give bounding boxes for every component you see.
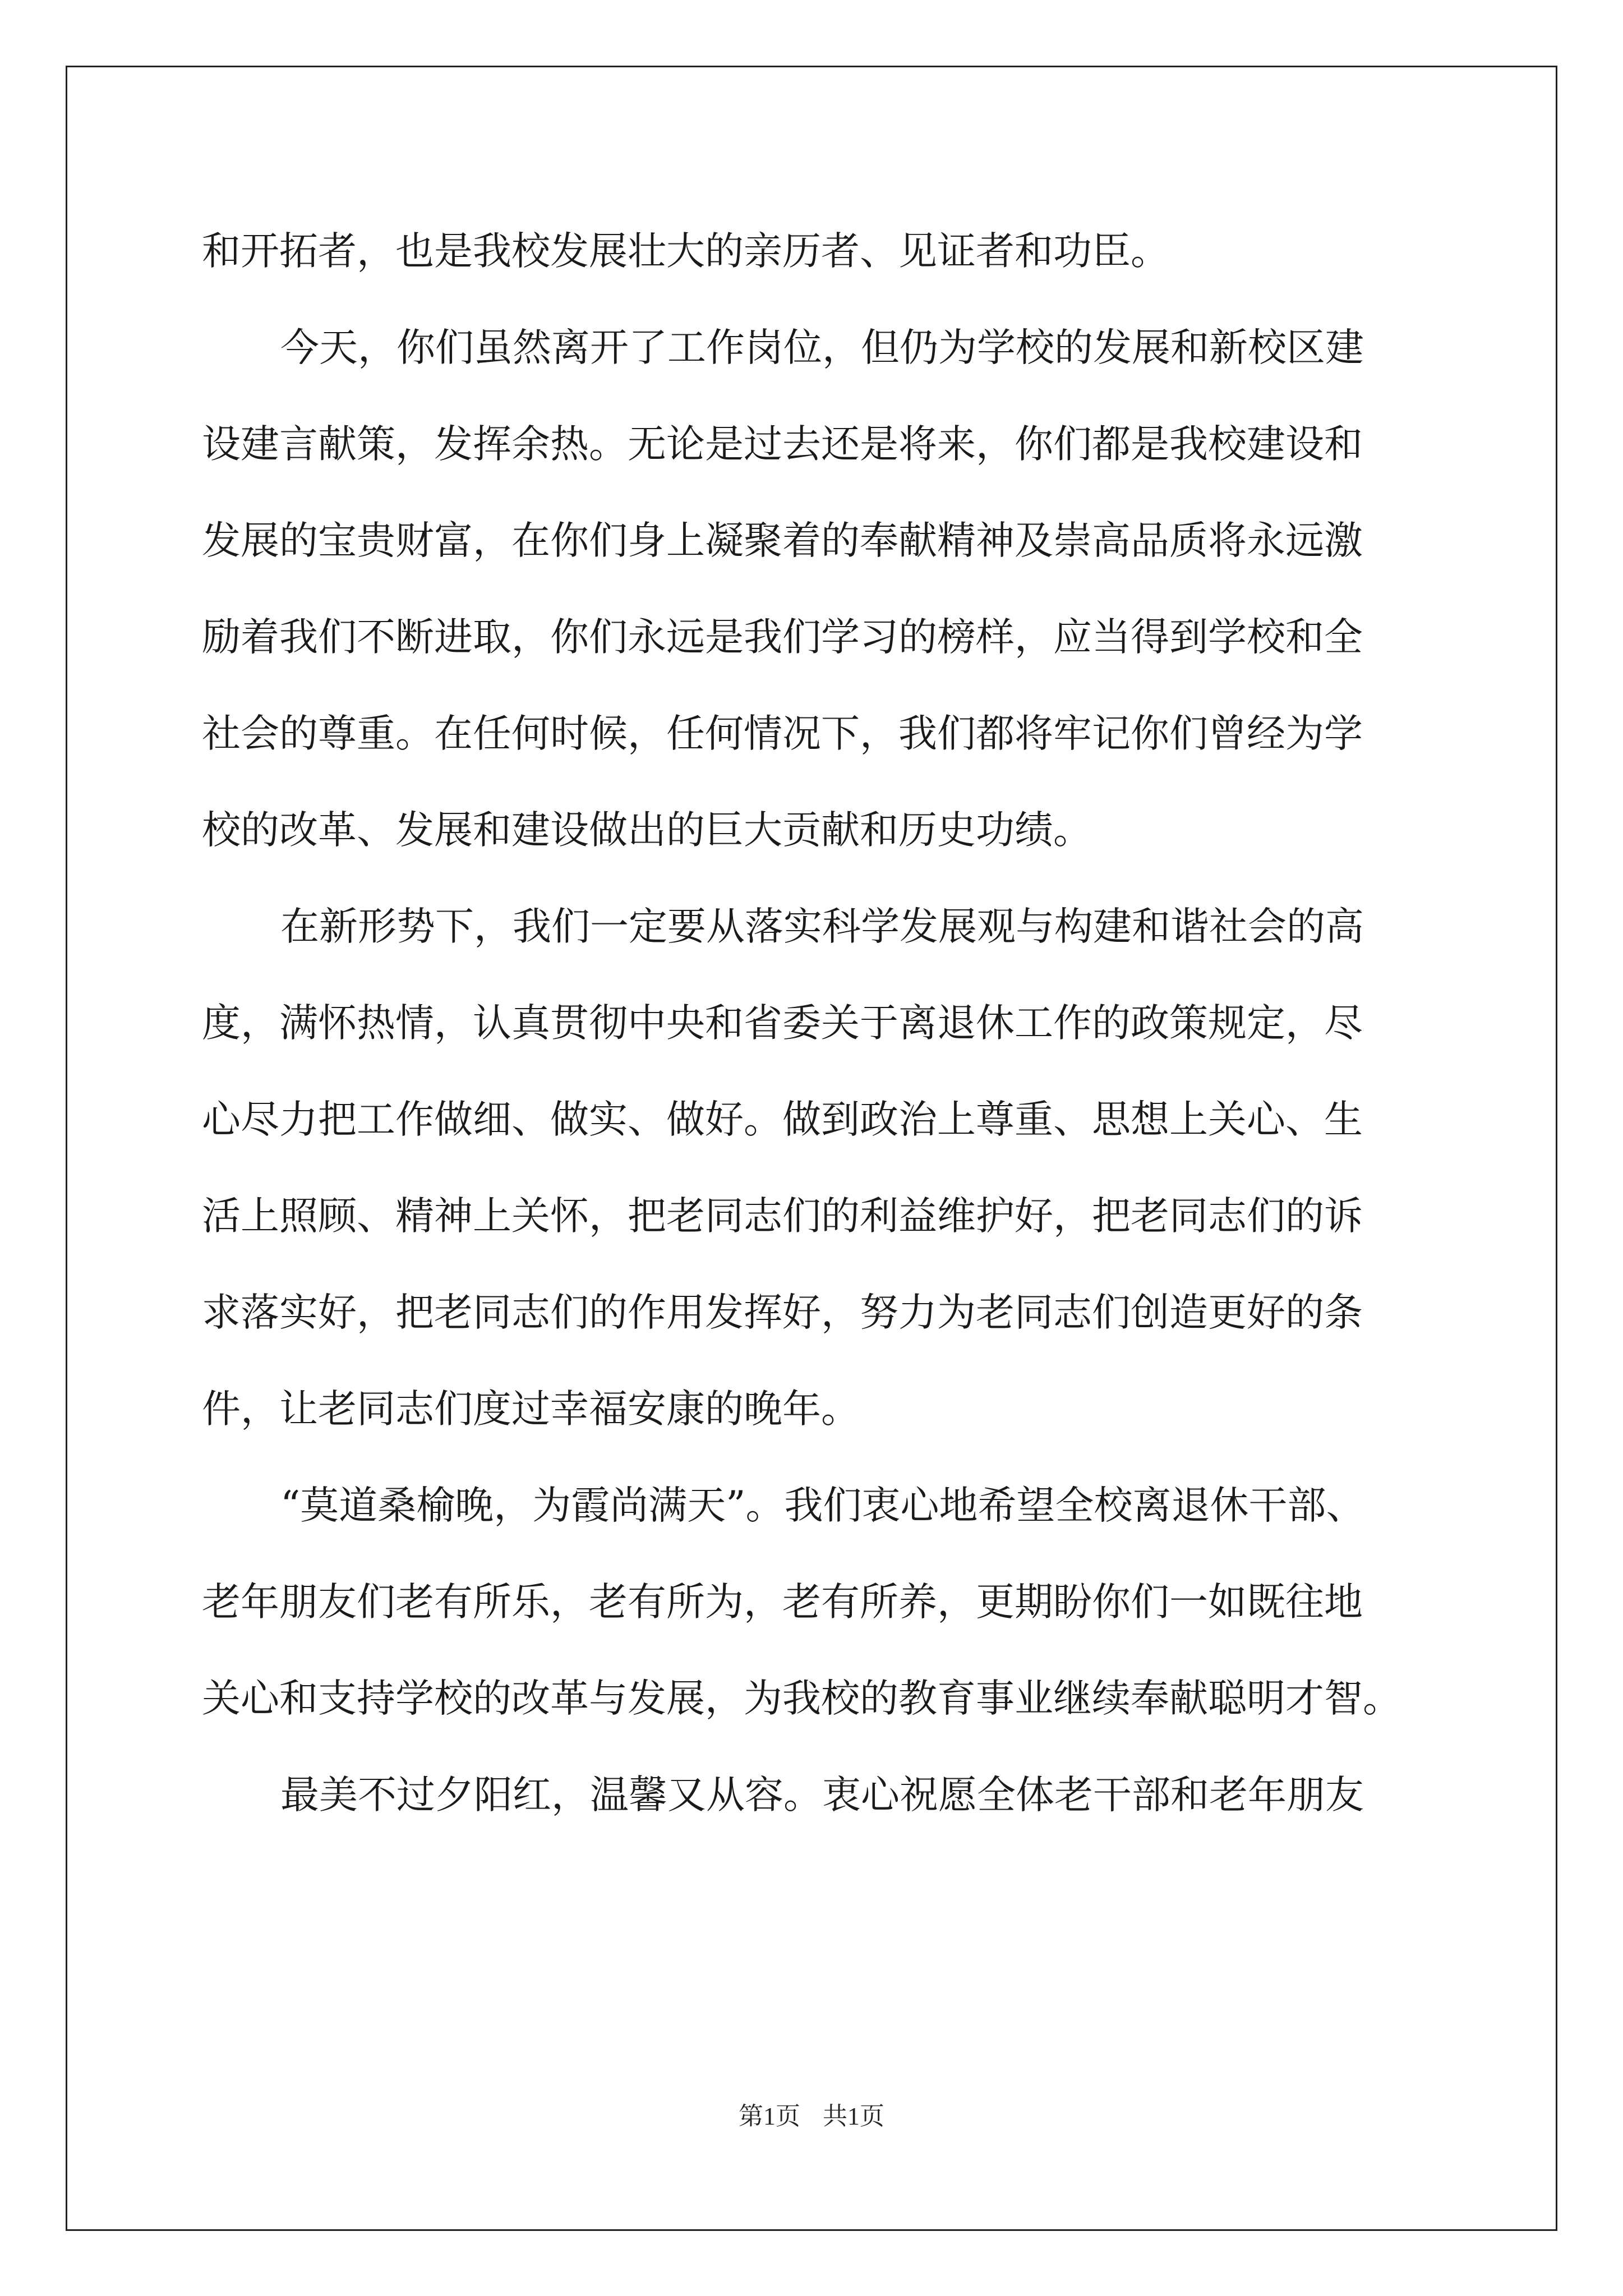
text-line: 求落实好，把老同志们的作用发挥好，努力为老同志们创造更好的条 <box>202 1290 1363 1335</box>
paragraph-first-line: “莫道桑榆晚，为霞尚满天”。我们衷心地希望全校离退休干部、 <box>280 1483 1365 1528</box>
text-line: 度，满怀热情，认真贯彻中央和省委关于离退休工作的政策规定，尽 <box>202 1001 1363 1046</box>
page-total: 共1页 <box>823 2102 884 2130</box>
text-line: 心尽力把工作做细、做实、做好。做到政治上尊重、思想上关心、生 <box>202 1097 1363 1142</box>
document-body <box>202 203 1436 1843</box>
text-line: 老年朋友们老有所乐，老有所为，老有所养，更期盼你们一如既往地 <box>202 1580 1363 1625</box>
text-line: 活上照顾、精神上关怀，把老同志们的利益维护好，把老同志们的诉 <box>202 1194 1363 1239</box>
paragraph-first-line: 在新形势下，我们一定要从落实科学发展观与构建和谐社会的高 <box>280 904 1364 949</box>
paragraph-first-line: 最美不过夕阳红，温馨又从容。衷心祝愿全体老干部和老年朋友 <box>280 1773 1364 1818</box>
text-line: 社会的尊重。在任何时候，任何情况下，我们都将牢记你们曾经为学 <box>202 711 1363 756</box>
paragraph-first-line: 今天，你们虽然离开了工作岗位，但仍为学校的发展和新校区建 <box>280 325 1364 370</box>
text-line: 设建言献策，发挥余热。无论是过去还是将来，你们都是我校建设和 <box>202 422 1363 467</box>
page-footer <box>0 2100 1623 2133</box>
text-line: 件，让老同志们度过幸福安康的晚年。 <box>202 1387 860 1432</box>
text-line: 关心和支持学校的改革与发展，为我校的教育事业继续奉献聪明才智。 <box>202 1676 1401 1721</box>
text-line: 校的改革、发展和建设做出的巨大贡献和历史功绩。 <box>202 808 1092 853</box>
page-number: 第1页 <box>739 2102 800 2130</box>
text-line: 和开拓者，也是我校发展壮大的亲历者、见证者和功臣。 <box>202 229 1169 274</box>
text-line: 励着我们不断进取，你们永远是我们学习的榜样，应当得到学校和全 <box>202 615 1363 660</box>
text-line: 发展的宝贵财富，在你们身上凝聚着的奉献精神及崇高品质将永远激 <box>202 518 1363 563</box>
